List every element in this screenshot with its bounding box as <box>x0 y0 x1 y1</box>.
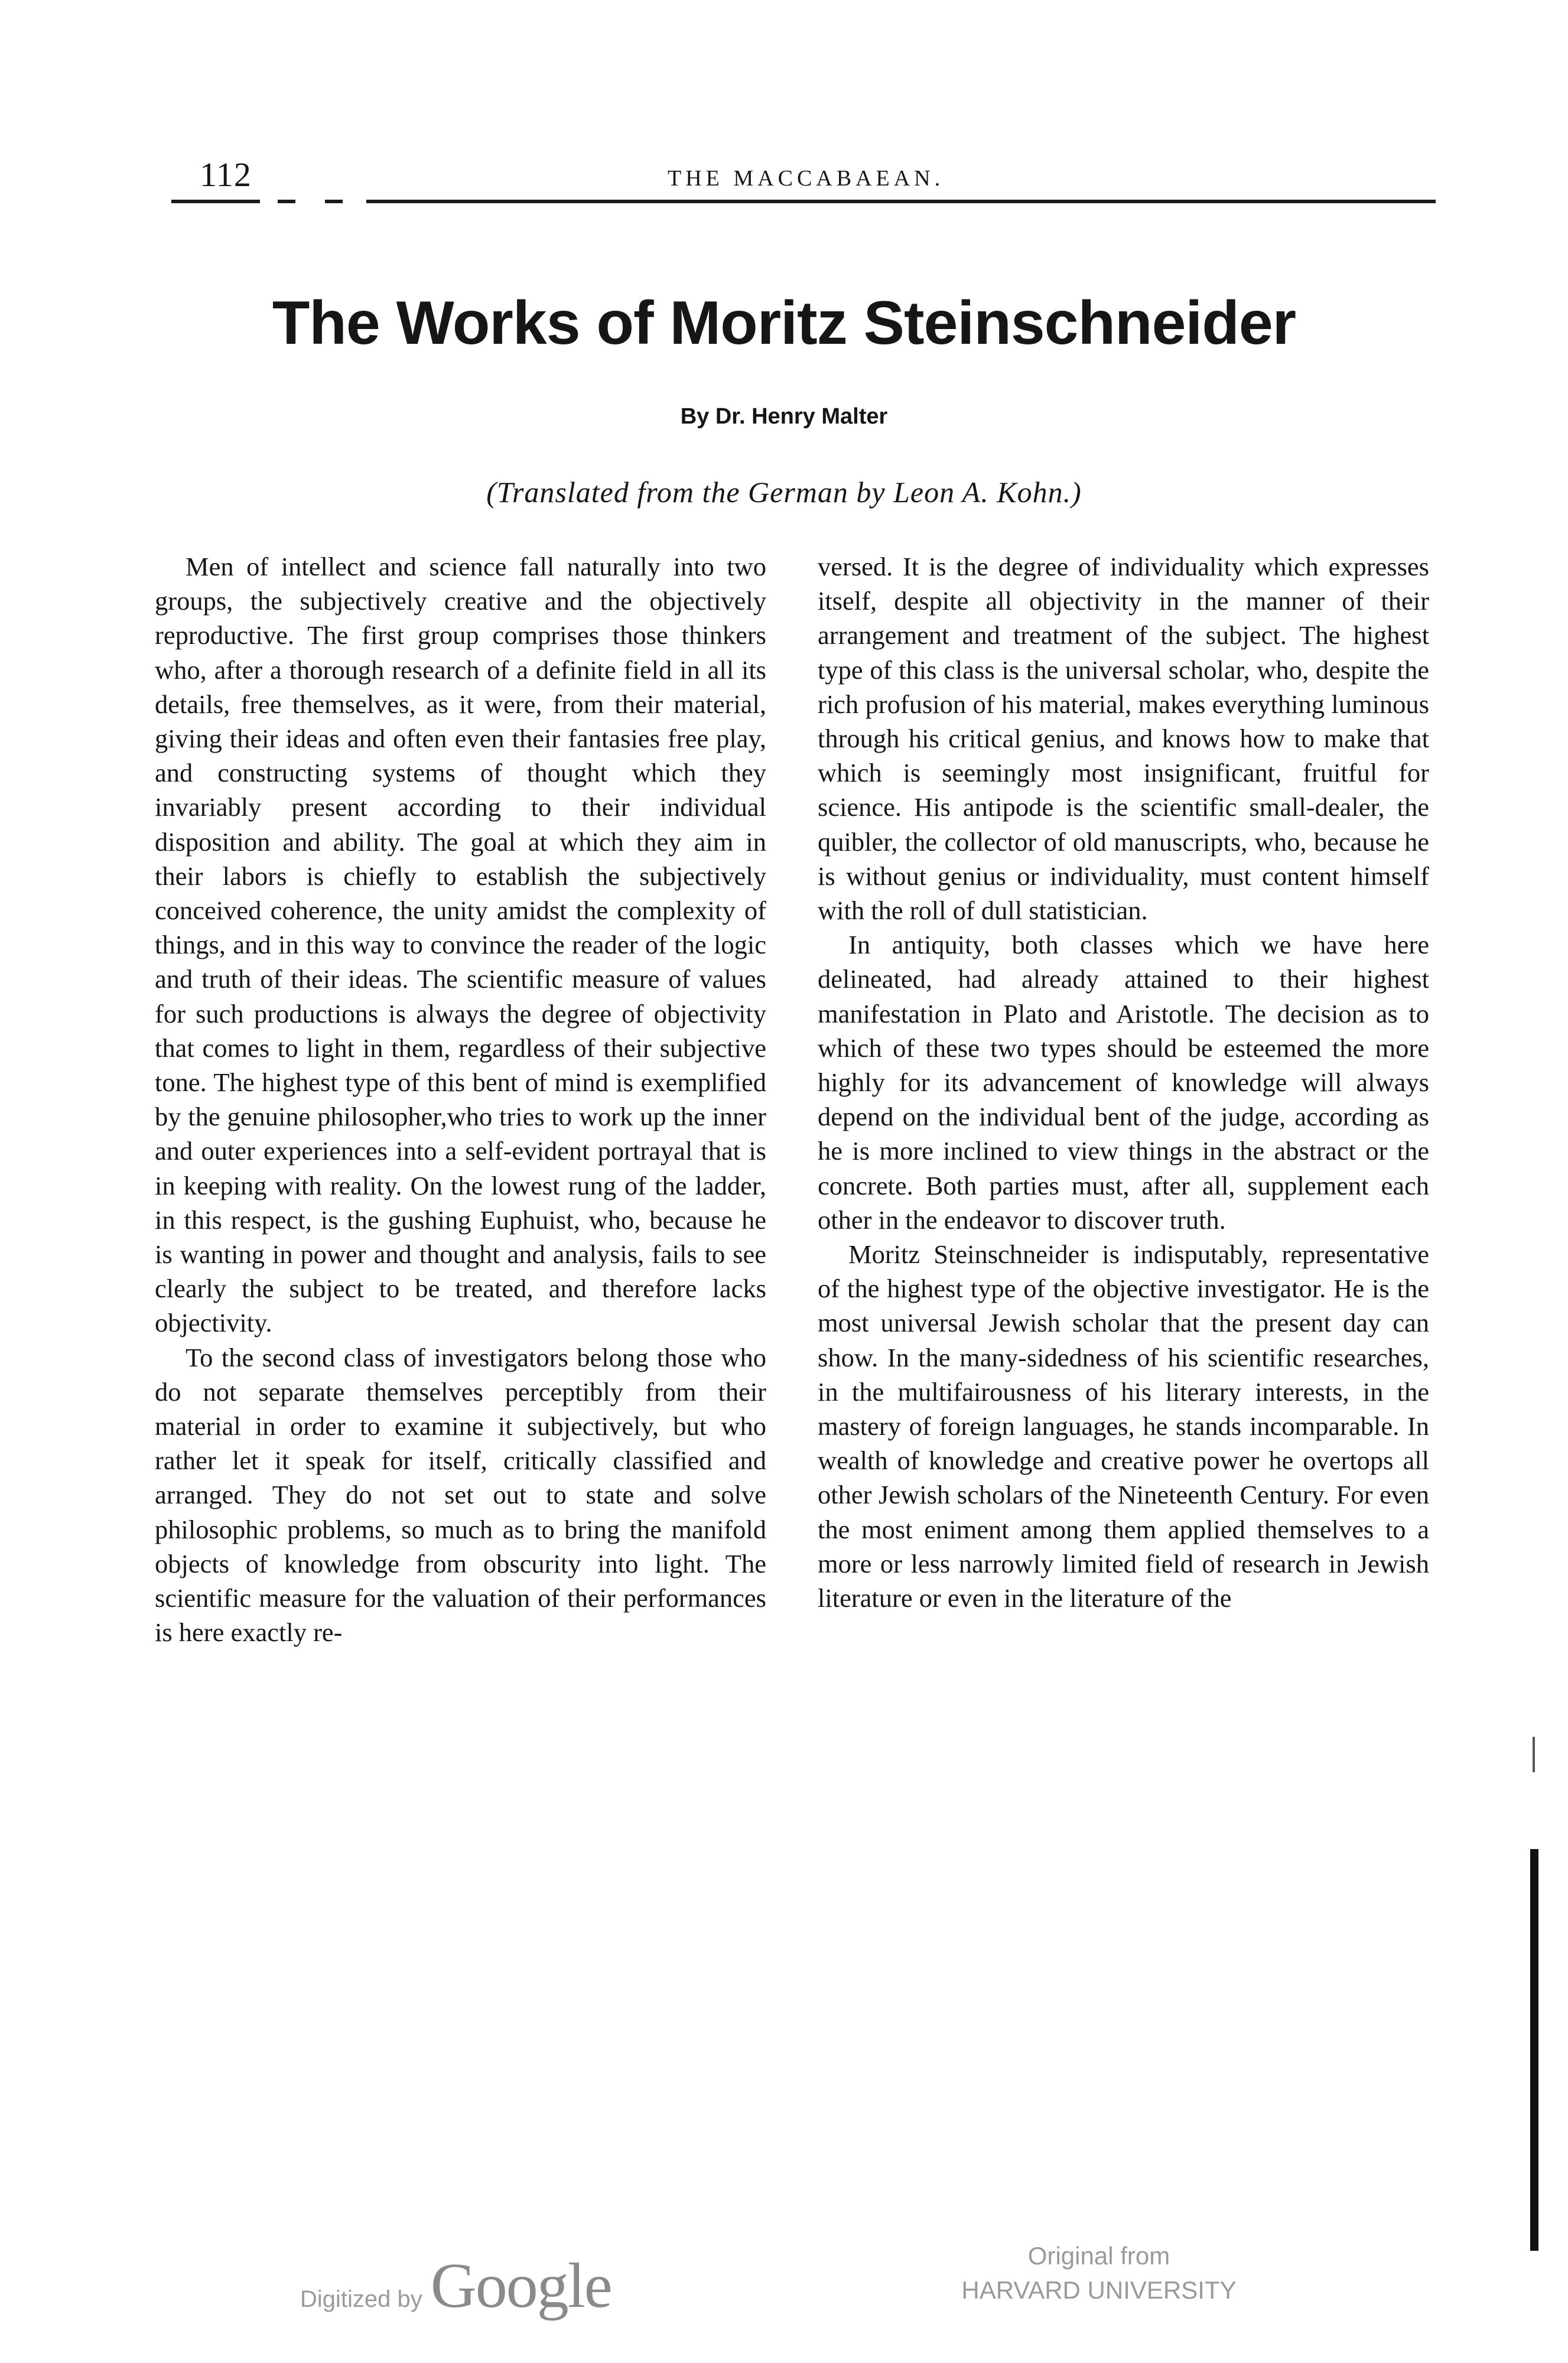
margin-scan-bar <box>1530 1849 1538 2251</box>
article-title: The Works of Moritz Steinschneider <box>272 289 1296 357</box>
right-column <box>818 549 1429 1615</box>
paragraph: versed. It is the degree of individuality which expresses itself, despite all objectivity in the manner of their arrangement and treatment of the subject. The highest type of this class is the universal scholar, who, despite the rich profusion of his material, makes everything luminous through his critical genius, and knows how to make that which is seemingly most insignificant, fruitful for science. His antipode is the scientific small-dealer, the quibler, the collector of old manuscripts, who, because he is without genius or individuality, must content himself with the roll of dull statistician. <box>818 552 1429 926</box>
digitized-by-watermark <box>300 2250 611 2323</box>
paragraph: In antiquity, both classes which we have here delineated, had already attained to their highest manifestation in Plato and Aristotle. The decision as to which of these two types should be esteemed the more highly for its advancement of knowledge will always depend on the individual bent of the judge, according as he is more inclined to view things in the abstract or the concrete. Both parties must, after all, supplement each other in the endeavor to discover truth. <box>818 930 1429 1235</box>
header-rule-gap <box>343 198 366 204</box>
digitized-label: Digitized by <box>300 2286 422 2312</box>
page-number: 112 <box>200 155 252 194</box>
header-rule-gap <box>295 198 325 204</box>
original-from-watermark <box>933 2239 1264 2307</box>
running-head: THE MACCABAEAN. <box>668 166 945 191</box>
translator-note: (Translated from the German by Leon A. Kohn.) <box>486 476 1082 509</box>
paragraph: Men of intellect and science fall naturally into two groups, the subjectively creative and the objectively reproductive. The first group comprises those thinkers who, after a thorough research of a definite field in all its details, free themselves, as it were, from their material, giving their ideas and often even their fantasies free play, and constructing systems of thought which they invariably present according to their individual disposition and ability. The goal at which they aim in their labors is chiefly to establish the subjectively conceived coherence, the unity amidst the complexity of things, and in this way to convince the reader of the logic and truth of their ideas. The scientific measure of values for such productions is always the degree of objectivity that comes to light in them, regardless of their subjective tone. The highest type of this bent of mind is exemplified by the genuine philosopher,who tries to work up the inner and outer experiences into a self-evident portrayal that is in keeping with reality. On the lowest rung of the ladder, in this respect, is the gushing Euphuist, who, because he is wanting in power and thought and analysis, fails to see clearly the subject to be treated, and therefore lacks objectivity. <box>155 552 766 1338</box>
header-rule-gap <box>260 198 278 204</box>
margin-mark <box>1533 1737 1535 1772</box>
original-institution: HARVARD UNIVERSITY <box>961 2276 1237 2304</box>
paragraph: Moritz Steinschneider is indisputably, representative of the highest type of the objective investigator. He is the most universal Jewish scholar that the present day can show. In the many-sidedness of his scientific researches, in the multifairousness of his literary interests, in the mastery of foreign languages, he stands incomparable. In wealth of knowledge and creative power he overtops all other Jewish scholars of the Nineteenth Century. For even the most eniment among them applied themselves to a more or less narrowly limited field of research in Jewish literature or even in the literature of the <box>818 1239 1429 1613</box>
original-from-label: Original from <box>1027 2242 1170 2270</box>
paragraph: To the second class of investigators belong those who do not separate themselves perceptibly from their material in order to examine it subjectively, but who rather let it speak for itself, critically classified and arranged. They do not set out to state and solve philosophic problems, so much as to bring the manifold objects of knowledge from obscurity into light. The scientific measure for the valuation of their performances is here exactly re- <box>155 1342 766 1648</box>
google-logo: Google <box>430 2251 611 2321</box>
article-byline: By Dr. Henry Malter <box>680 404 888 429</box>
left-column <box>155 549 766 1650</box>
